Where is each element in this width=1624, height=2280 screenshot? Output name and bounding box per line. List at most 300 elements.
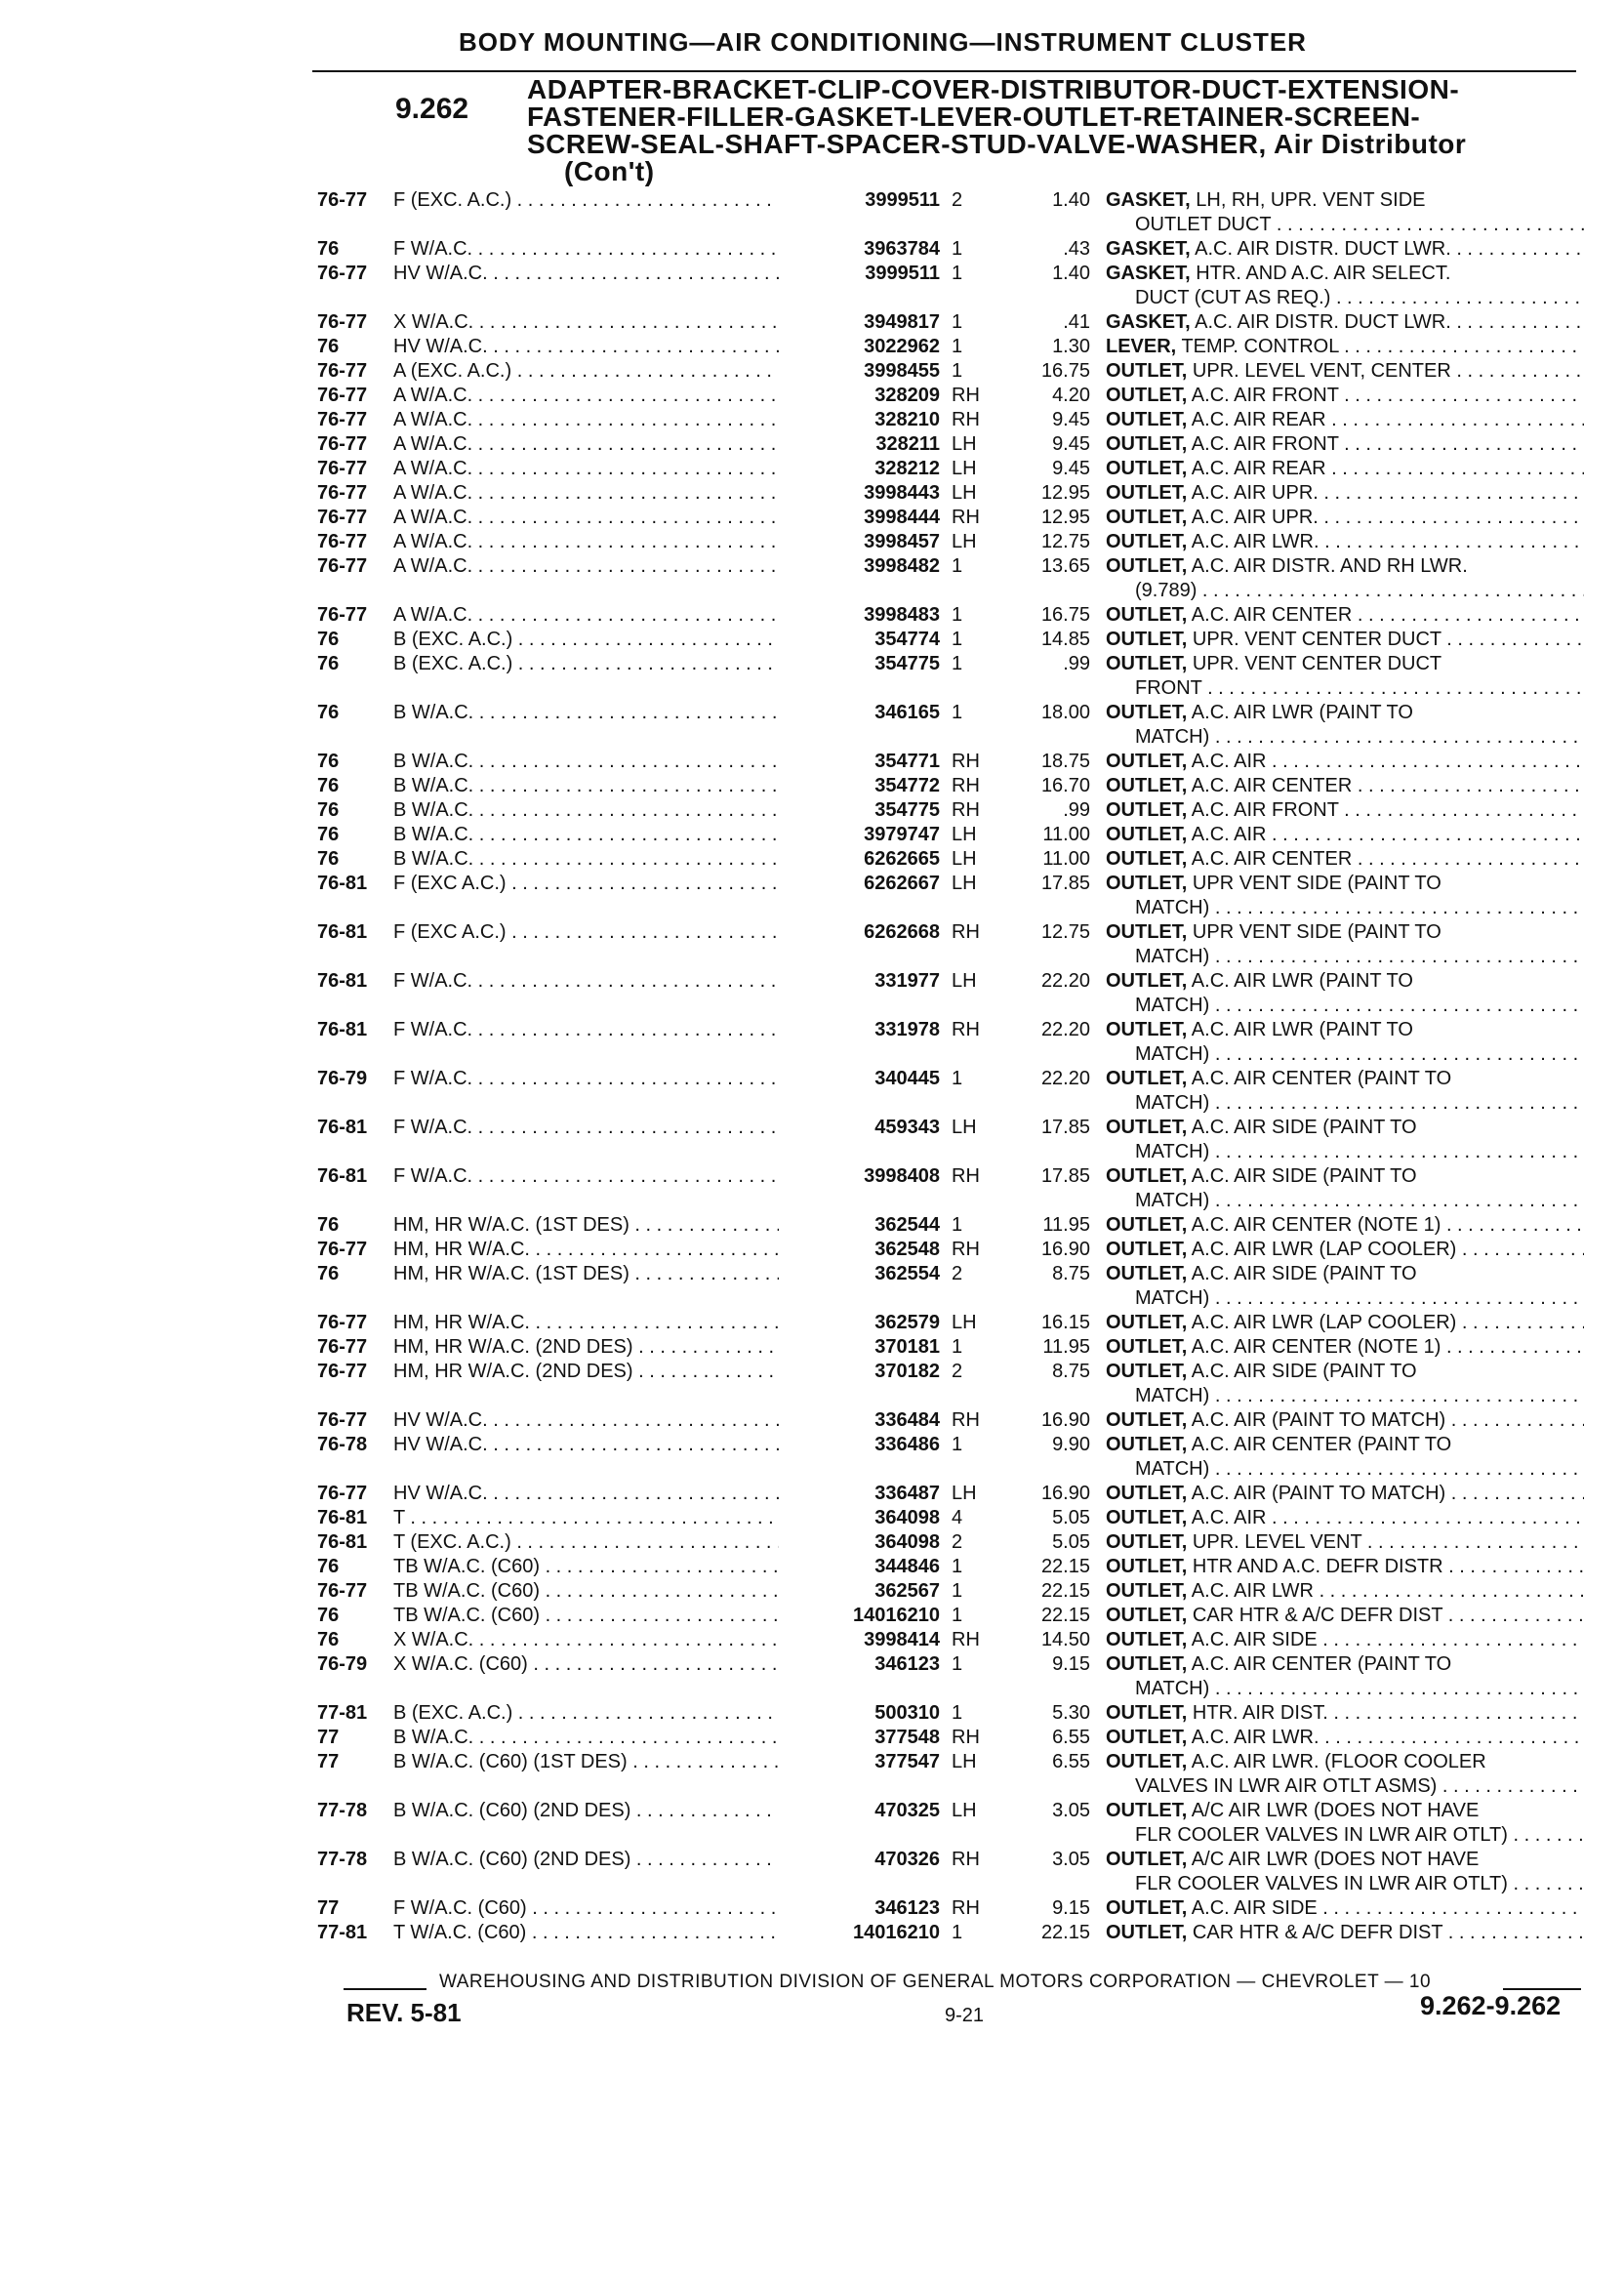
model-application: HM, HR W/A.C. (1ST DES) . . .: [393, 1262, 779, 1286]
section-title-line: FASTENER-FILLER-GASKET-LEVER-OUTLET-RETAINER-SCREEN-: [527, 102, 1421, 132]
part-description: [1106, 188, 1584, 237]
price: 6.55: [1052, 1727, 1090, 1748]
part-number: 3998482: [864, 555, 940, 577]
part-name: OUTLET,: [1106, 1653, 1188, 1675]
description-line: [1106, 1726, 1584, 1750]
description-line: [1106, 237, 1584, 262]
part-description: [1106, 1628, 1584, 1652]
description-text: A.C. AIR UPR.: [1191, 482, 1319, 504]
part-name: GASKET,: [1106, 263, 1191, 284]
part-row: [317, 1018, 1586, 1067]
part-description: [1106, 530, 1584, 554]
model-application: B (EXC. A.C.) . . .: [393, 628, 779, 652]
part-number: 328212: [874, 458, 940, 479]
description-line: [1106, 457, 1584, 481]
year-range: 76-81: [317, 921, 368, 943]
part-row: [317, 1848, 1586, 1896]
description-text: A.C. AIR LWR. (FLOOR COOLER: [1191, 1751, 1486, 1772]
part-name: OUTLET,: [1106, 482, 1188, 504]
part-number: 3998483: [864, 604, 940, 626]
part-row: [317, 847, 1586, 872]
description-line: [1106, 1579, 1584, 1604]
description-text: UPR. LEVEL VENT, CENTER: [1192, 360, 1451, 382]
description-line: [1106, 432, 1584, 457]
description-continuation: [1106, 994, 1584, 1018]
quantity: RH: [952, 775, 980, 796]
quantity: 1: [952, 604, 963, 626]
part-number: 459343: [874, 1117, 940, 1138]
year-range: 76: [317, 238, 340, 260]
year-range: 76-77: [317, 433, 368, 455]
quantity: 1: [952, 1068, 963, 1089]
part-row: [317, 1555, 1586, 1579]
quantity: RH: [952, 921, 980, 943]
price: 11.95: [1042, 1336, 1090, 1358]
description-text: OUTLET DUCT: [1135, 214, 1272, 235]
price: 16.15: [1040, 1312, 1090, 1333]
part-name: OUTLET,: [1106, 1556, 1188, 1577]
description-text: UPR. VENT CENTER DUCT: [1192, 653, 1442, 674]
part-name: OUTLET,: [1106, 1605, 1188, 1626]
price: 8.75: [1052, 1361, 1090, 1382]
price: 5.05: [1052, 1507, 1090, 1528]
description-line: [1106, 1652, 1584, 1677]
model-application: F W/A.C. . . .: [393, 1067, 779, 1091]
part-description: [1106, 1579, 1584, 1604]
section-title-line: ADAPTER-BRACKET-CLIP-COVER-DISTRIBUTOR-DUCT-EXTENSION-: [527, 74, 1460, 104]
year-range: 76-78: [317, 1434, 368, 1455]
part-name: OUTLET,: [1106, 921, 1188, 943]
part-row: [317, 310, 1586, 335]
part-description: [1106, 262, 1584, 310]
part-name: OUTLET,: [1106, 629, 1188, 650]
quantity: LH: [952, 458, 977, 479]
model-application: A W/A.C. . . .: [393, 603, 779, 628]
description-text: A.C. AIR LWR (PAINT TO: [1191, 702, 1413, 723]
part-name: OUTLET,: [1106, 970, 1188, 992]
part-number: 344846: [874, 1556, 940, 1577]
year-range: 76-77: [317, 1580, 368, 1602]
part-description: [1106, 1506, 1584, 1530]
description-line: [1106, 1116, 1584, 1140]
part-row: [317, 188, 1586, 237]
description-text: A/C AIR LWR (DOES NOT HAVE: [1191, 1849, 1480, 1870]
price: 9.45: [1052, 433, 1090, 455]
description-text: A.C. AIR (PAINT TO MATCH): [1191, 1483, 1446, 1504]
description-line: [1106, 1799, 1584, 1823]
part-name: OUTLET,: [1106, 1727, 1188, 1748]
quantity: LH: [952, 848, 977, 870]
quantity: 1: [952, 263, 963, 284]
part-row: [317, 1408, 1586, 1433]
description-text: MATCH): [1135, 946, 1210, 967]
quantity: RH: [952, 507, 980, 528]
year-range: 76: [317, 848, 340, 870]
quantity: 1: [952, 360, 963, 382]
part-number: 3998444: [864, 507, 940, 528]
quantity: 1: [952, 1702, 963, 1724]
description-text: UPR VENT SIDE (PAINT TO: [1192, 873, 1441, 894]
description-line: [1106, 408, 1584, 432]
description-text: A.C. AIR DISTR. DUCT LWR.: [1195, 238, 1451, 260]
part-description: [1106, 310, 1584, 335]
quantity: RH: [952, 799, 980, 821]
description-continuation: [1106, 1286, 1584, 1311]
price: 12.75: [1040, 531, 1090, 552]
part-name: OUTLET,: [1106, 1849, 1188, 1870]
description-line: [1106, 481, 1584, 506]
part-description: [1106, 920, 1584, 969]
part-name: LEVER,: [1106, 336, 1177, 357]
year-range: 76-79: [317, 1068, 368, 1089]
part-description: [1106, 1067, 1584, 1116]
part-name: OUTLET,: [1106, 1629, 1188, 1650]
description-text: FRONT: [1135, 677, 1202, 699]
model-application: B W/A.C. (C60) (2ND DES) . . .: [393, 1799, 779, 1823]
parts-list: [317, 188, 1586, 1945]
year-range: 76: [317, 1629, 340, 1650]
description-text: MATCH): [1135, 1678, 1210, 1699]
price: 14.50: [1040, 1629, 1090, 1650]
price: 3.05: [1052, 1849, 1090, 1870]
part-description: [1106, 1238, 1584, 1262]
quantity: LH: [952, 433, 977, 455]
price: .99: [1063, 653, 1090, 674]
part-name: OUTLET,: [1106, 1922, 1188, 1943]
price: 9.90: [1052, 1434, 1090, 1455]
price: 16.90: [1040, 1409, 1090, 1431]
part-number: 370182: [874, 1361, 940, 1382]
quantity: RH: [952, 1019, 980, 1040]
part-row: [317, 1604, 1586, 1628]
model-application: F W/A.C. . . .: [393, 1018, 779, 1042]
part-name: OUTLET,: [1106, 458, 1188, 479]
description-line: [1106, 188, 1584, 213]
quantity: LH: [952, 1312, 977, 1333]
part-row: [317, 432, 1586, 457]
model-application: A W/A.C. . . .: [393, 408, 779, 432]
part-name: OUTLET,: [1106, 848, 1188, 870]
part-number: 354774: [874, 629, 940, 650]
part-row: [317, 1335, 1586, 1360]
part-name: OUTLET,: [1106, 1531, 1188, 1553]
part-number: 336486: [874, 1434, 940, 1455]
description-line: [1106, 1506, 1584, 1530]
model-application: F W/A.C. . . .: [393, 1164, 779, 1189]
description-text: A.C. AIR: [1191, 824, 1267, 845]
price: .99: [1063, 799, 1090, 821]
model-application: A W/A.C. . . .: [393, 506, 779, 530]
price: 22.20: [1040, 1068, 1090, 1089]
description-text: HTR AND A.C. DEFR DISTR: [1192, 1556, 1443, 1577]
price: 18.75: [1040, 751, 1090, 772]
quantity: LH: [952, 1800, 977, 1821]
part-number: 3022962: [864, 336, 940, 357]
price: 12.75: [1040, 921, 1090, 943]
description-line: [1106, 1067, 1584, 1091]
description-text: A.C. AIR LWR (PAINT TO: [1191, 1019, 1413, 1040]
year-range: 76: [317, 653, 340, 674]
footer-division-text: WAREHOUSING AND DISTRIBUTION DIVISION OF GENERAL MOTORS CORPORATION — CHEVROLET — 10: [439, 1972, 1432, 1992]
quantity: 1: [952, 1605, 963, 1626]
part-name: OUTLET,: [1106, 1239, 1188, 1260]
part-number: 3963784: [864, 238, 940, 260]
model-application: HM, HR W/A.C. . . .: [393, 1311, 779, 1335]
description-line: [1106, 506, 1584, 530]
description-text: UPR VENT SIDE (PAINT TO: [1192, 921, 1441, 943]
model-application: HM, HR W/A.C. (1ST DES) . . .: [393, 1213, 779, 1238]
quantity: RH: [952, 1409, 980, 1431]
part-number: 3949817: [864, 311, 940, 333]
description-text: A.C. AIR CENTER: [1191, 604, 1353, 626]
description-text: UPR. LEVEL VENT: [1192, 1531, 1362, 1553]
quantity: 2: [952, 189, 963, 211]
part-row: [317, 750, 1586, 774]
model-application: F (EXC A.C.) . . .: [393, 872, 779, 896]
part-description: [1106, 1408, 1584, 1433]
price: 5.05: [1052, 1531, 1090, 1553]
year-range: 76: [317, 751, 340, 772]
model-application: A W/A.C. . . .: [393, 554, 779, 579]
part-row: [317, 262, 1586, 310]
year-range: 76-79: [317, 1653, 368, 1675]
year-range: 76: [317, 702, 340, 723]
description-line: [1106, 847, 1584, 872]
part-row: [317, 628, 1586, 652]
year-range: 76-77: [317, 189, 368, 211]
part-row: [317, 1506, 1586, 1530]
part-number: 354775: [874, 653, 940, 674]
part-description: [1106, 1604, 1584, 1628]
year-range: 76-77: [317, 311, 368, 333]
description-text: A.C. AIR CENTER: [1191, 848, 1353, 870]
part-description: [1106, 872, 1584, 920]
description-continuation: [1106, 1677, 1584, 1701]
description-text: A.C. AIR SIDE (PAINT TO: [1191, 1117, 1417, 1138]
description-continuation: [1106, 1384, 1584, 1408]
part-description: [1106, 969, 1584, 1018]
description-text: MATCH): [1135, 995, 1210, 1016]
year-range: 76: [317, 1605, 340, 1626]
description-line: [1106, 1018, 1584, 1042]
year-range: 76-77: [317, 409, 368, 430]
section-title-line: SCREW-SEAL-SHAFT-SPACER-STUD-VALVE-WASHER, Air Distributor: [527, 129, 1467, 159]
part-number: 370181: [874, 1336, 940, 1358]
part-name: OUTLET,: [1106, 1483, 1188, 1504]
description-line: [1106, 603, 1584, 628]
part-description: [1106, 384, 1584, 408]
part-number: 3999511: [865, 189, 940, 211]
price: 5.30: [1052, 1702, 1090, 1724]
price: 11.95: [1042, 1214, 1090, 1236]
description-line: [1106, 310, 1584, 335]
part-row: [317, 1750, 1586, 1799]
description-line: [1106, 872, 1584, 896]
description-line: [1106, 1335, 1584, 1360]
model-application: HV W/A.C. . . .: [393, 335, 779, 359]
part-name: OUTLET,: [1106, 409, 1188, 430]
quantity: 1: [952, 1434, 963, 1455]
part-name: OUTLET,: [1106, 1702, 1188, 1724]
description-text: A.C. AIR LWR.: [1191, 1727, 1320, 1748]
model-application: T (EXC. A.C.) . . .: [393, 1530, 779, 1555]
description-continuation: [1106, 1091, 1584, 1116]
part-name: OUTLET,: [1106, 824, 1188, 845]
part-row: [317, 237, 1586, 262]
price: 1.40: [1052, 263, 1090, 284]
description-text: A/C AIR LWR (DOES NOT HAVE: [1191, 1800, 1480, 1821]
price: 16.75: [1040, 360, 1090, 382]
model-application: B W/A.C. (C60) (2ND DES) . . .: [393, 1848, 779, 1872]
part-name: OUTLET,: [1106, 1117, 1188, 1138]
part-description: [1106, 408, 1584, 432]
price: 16.70: [1040, 775, 1090, 796]
quantity: RH: [952, 1239, 980, 1260]
year-range: 76-77: [317, 385, 368, 406]
year-range: 76: [317, 1556, 340, 1577]
part-name: OUTLET,: [1106, 1165, 1188, 1187]
description-text: LH, RH, UPR. VENT SIDE: [1196, 189, 1426, 211]
part-name: OUTLET,: [1106, 604, 1188, 626]
price: 9.15: [1052, 1897, 1090, 1919]
description-text: MATCH): [1135, 1287, 1210, 1309]
description-text: A.C. AIR CENTER (NOTE 1): [1191, 1214, 1441, 1236]
part-description: [1106, 652, 1584, 701]
description-text: A.C. AIR CENTER (PAINT TO: [1191, 1434, 1452, 1455]
description-line: [1106, 1311, 1584, 1335]
description-line: [1106, 262, 1584, 286]
page-header-title: BODY MOUNTING—AIR CONDITIONING—INSTRUMENT CLUSTER: [459, 27, 1307, 57]
description-line: [1106, 1238, 1584, 1262]
description-text: A.C. AIR FRONT: [1191, 799, 1339, 821]
model-application: B W/A.C. . . .: [393, 823, 779, 847]
year-range: 76-77: [317, 263, 368, 284]
part-row: [317, 1311, 1586, 1335]
quantity: 4: [952, 1507, 963, 1528]
part-description: [1106, 628, 1584, 652]
price: 9.15: [1052, 1653, 1090, 1675]
description-line: [1106, 530, 1584, 554]
description-text: A.C. AIR LWR (LAP COOLER): [1191, 1312, 1457, 1333]
part-row: [317, 359, 1586, 384]
part-number: 362567: [874, 1580, 940, 1602]
part-description: [1106, 1213, 1584, 1238]
footer-rule-left: [344, 1988, 426, 1990]
part-row: [317, 1701, 1586, 1726]
price: 16.90: [1040, 1239, 1090, 1260]
year-range: 76: [317, 799, 340, 821]
description-continuation: [1106, 1872, 1584, 1896]
description-text: UPR. VENT CENTER DUCT: [1192, 629, 1441, 650]
part-description: [1106, 1750, 1584, 1799]
quantity: LH: [952, 482, 977, 504]
part-row: [317, 530, 1586, 554]
part-name: OUTLET,: [1106, 1580, 1188, 1602]
year-range: 77: [317, 1751, 340, 1772]
part-number: 3979747: [864, 824, 940, 845]
description-continuation: [1106, 945, 1584, 969]
quantity: 1: [952, 629, 963, 650]
description-line: [1106, 1701, 1584, 1726]
description-continuation: [1106, 1823, 1584, 1848]
description-text: A.C. AIR SIDE (PAINT TO: [1191, 1165, 1417, 1187]
year-range: 76-77: [317, 1361, 368, 1382]
description-text: A.C. AIR DISTR. DUCT LWR.: [1195, 311, 1451, 333]
part-number: 6262665: [864, 848, 940, 870]
part-number: 340445: [874, 1068, 940, 1089]
quantity: RH: [952, 1629, 980, 1650]
description-text: MATCH): [1135, 726, 1210, 748]
description-text: MATCH): [1135, 897, 1210, 918]
section-title: [527, 76, 1591, 185]
part-row: [317, 1116, 1586, 1164]
model-application: HM, HR W/A.C. (2ND DES) . . .: [393, 1360, 779, 1384]
quantity: 1: [952, 1336, 963, 1358]
part-row: [317, 1262, 1586, 1311]
part-description: [1106, 823, 1584, 847]
description-continuation: [1106, 286, 1584, 310]
price: 17.85: [1040, 1165, 1090, 1187]
description-line: [1106, 1262, 1584, 1286]
price: 22.20: [1040, 1019, 1090, 1040]
quantity: 1: [952, 1653, 963, 1675]
year-range: 77: [317, 1727, 340, 1748]
part-name: OUTLET,: [1106, 1361, 1188, 1382]
model-application: F W/A.C. (C60) . . .: [393, 1896, 779, 1921]
description-continuation: [1106, 213, 1584, 237]
description-text: A.C. AIR CENTER: [1191, 775, 1353, 796]
year-range: 77: [317, 1897, 340, 1919]
model-application: HM, HR W/A.C. . . .: [393, 1238, 779, 1262]
model-application: A W/A.C. . . .: [393, 384, 779, 408]
description-line: [1106, 1213, 1584, 1238]
description-line: [1106, 1896, 1584, 1921]
price: 22.15: [1040, 1922, 1090, 1943]
year-range: 77-78: [317, 1800, 368, 1821]
description-text: A.C. AIR REAR: [1191, 409, 1326, 430]
year-range: 76-77: [317, 604, 368, 626]
part-description: [1106, 1555, 1584, 1579]
part-description: [1106, 1262, 1584, 1311]
part-name: OUTLET,: [1106, 775, 1188, 796]
part-name: GASKET,: [1106, 311, 1191, 333]
description-continuation: [1106, 1042, 1584, 1067]
quantity: LH: [952, 1483, 977, 1504]
description-line: [1106, 1433, 1584, 1457]
part-row: [317, 457, 1586, 481]
model-application: B W/A.C. . . .: [393, 847, 779, 872]
description-text: A.C. AIR CENTER (PAINT TO: [1191, 1653, 1452, 1675]
year-range: 77-81: [317, 1702, 368, 1724]
part-row: [317, 872, 1586, 920]
part-number: 14016210: [853, 1922, 940, 1943]
part-number: 354775: [874, 799, 940, 821]
part-description: [1106, 1335, 1584, 1360]
description-line: [1106, 920, 1584, 945]
description-text: MATCH): [1135, 1458, 1210, 1480]
part-row: [317, 920, 1586, 969]
year-range: 76-77: [317, 1239, 368, 1260]
year-range: 77-81: [317, 1922, 368, 1943]
year-range: 76-77: [317, 458, 368, 479]
price: 1.30: [1052, 336, 1090, 357]
part-description: [1106, 847, 1584, 872]
model-application: B (EXC. A.C.) . . .: [393, 652, 779, 676]
model-application: B W/A.C. (C60) (1ST DES) . . .: [393, 1750, 779, 1774]
description-text: A.C. AIR UPR.: [1191, 507, 1319, 528]
part-number: 336487: [874, 1483, 940, 1504]
price: 17.85: [1040, 1117, 1090, 1138]
